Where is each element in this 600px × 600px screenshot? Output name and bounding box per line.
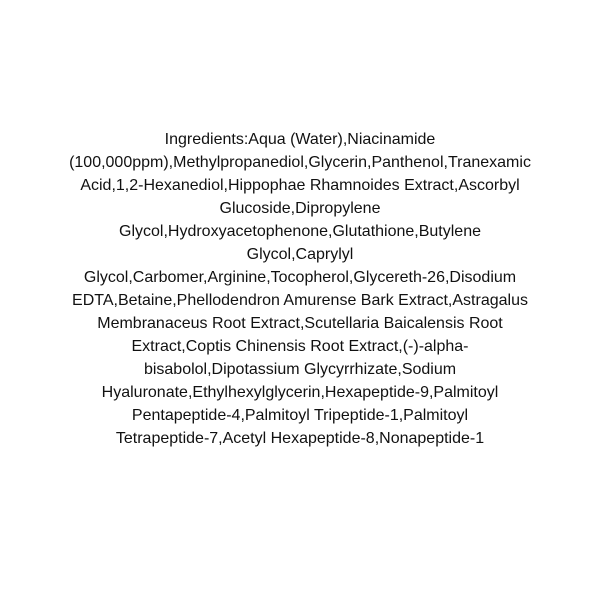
ingredients-line: (100,000ppm),Methylpropanediol,Glycerin,Panthenol,Tranexamic xyxy=(69,154,531,171)
ingredients-line: Extract,Coptis Chinensis Root Extract,(-)-alpha- xyxy=(131,338,469,355)
ingredients-line: Ingredients:Aqua (Water),Niacinamide xyxy=(164,131,436,148)
ingredients-line: Hyaluronate,Ethylhexylglycerin,Hexapeptide-9,Palmitoyl xyxy=(101,384,499,401)
ingredients-line: Glycol,Hydroxyacetophenone,Glutathione,Butylene xyxy=(119,223,481,240)
ingredients-line: Pentapeptide-4,Palmitoyl Tripeptide-1,Palmitoyl xyxy=(131,407,469,424)
ingredients-line: Tetrapeptide-7,Acetyl Hexapeptide-8,Nonapeptide-1 xyxy=(115,430,485,447)
ingredients-line: Membranaceus Root Extract,Scutellaria Baicalensis Root xyxy=(97,315,503,332)
ingredients-line: Glycol,Carbomer,Arginine,Tocopherol,Glycereth-26,Disodium xyxy=(83,269,517,286)
ingredients-line: Glucoside,Dipropylene xyxy=(219,200,381,217)
ingredients-text xyxy=(30,128,570,450)
ingredients-line: bisabolol,Dipotassium Glycyrrhizate,Sodium xyxy=(143,361,457,378)
ingredients-line: Acid,1,2-Hexanediol,Hippophae Rhamnoides Extract,Ascorbyl xyxy=(80,177,520,194)
ingredients-line: EDTA,Betaine,Phellodendron Amurense Bark Extract,Astragalus xyxy=(72,292,528,309)
ingredients-line: Glycol,Caprylyl xyxy=(246,246,354,263)
